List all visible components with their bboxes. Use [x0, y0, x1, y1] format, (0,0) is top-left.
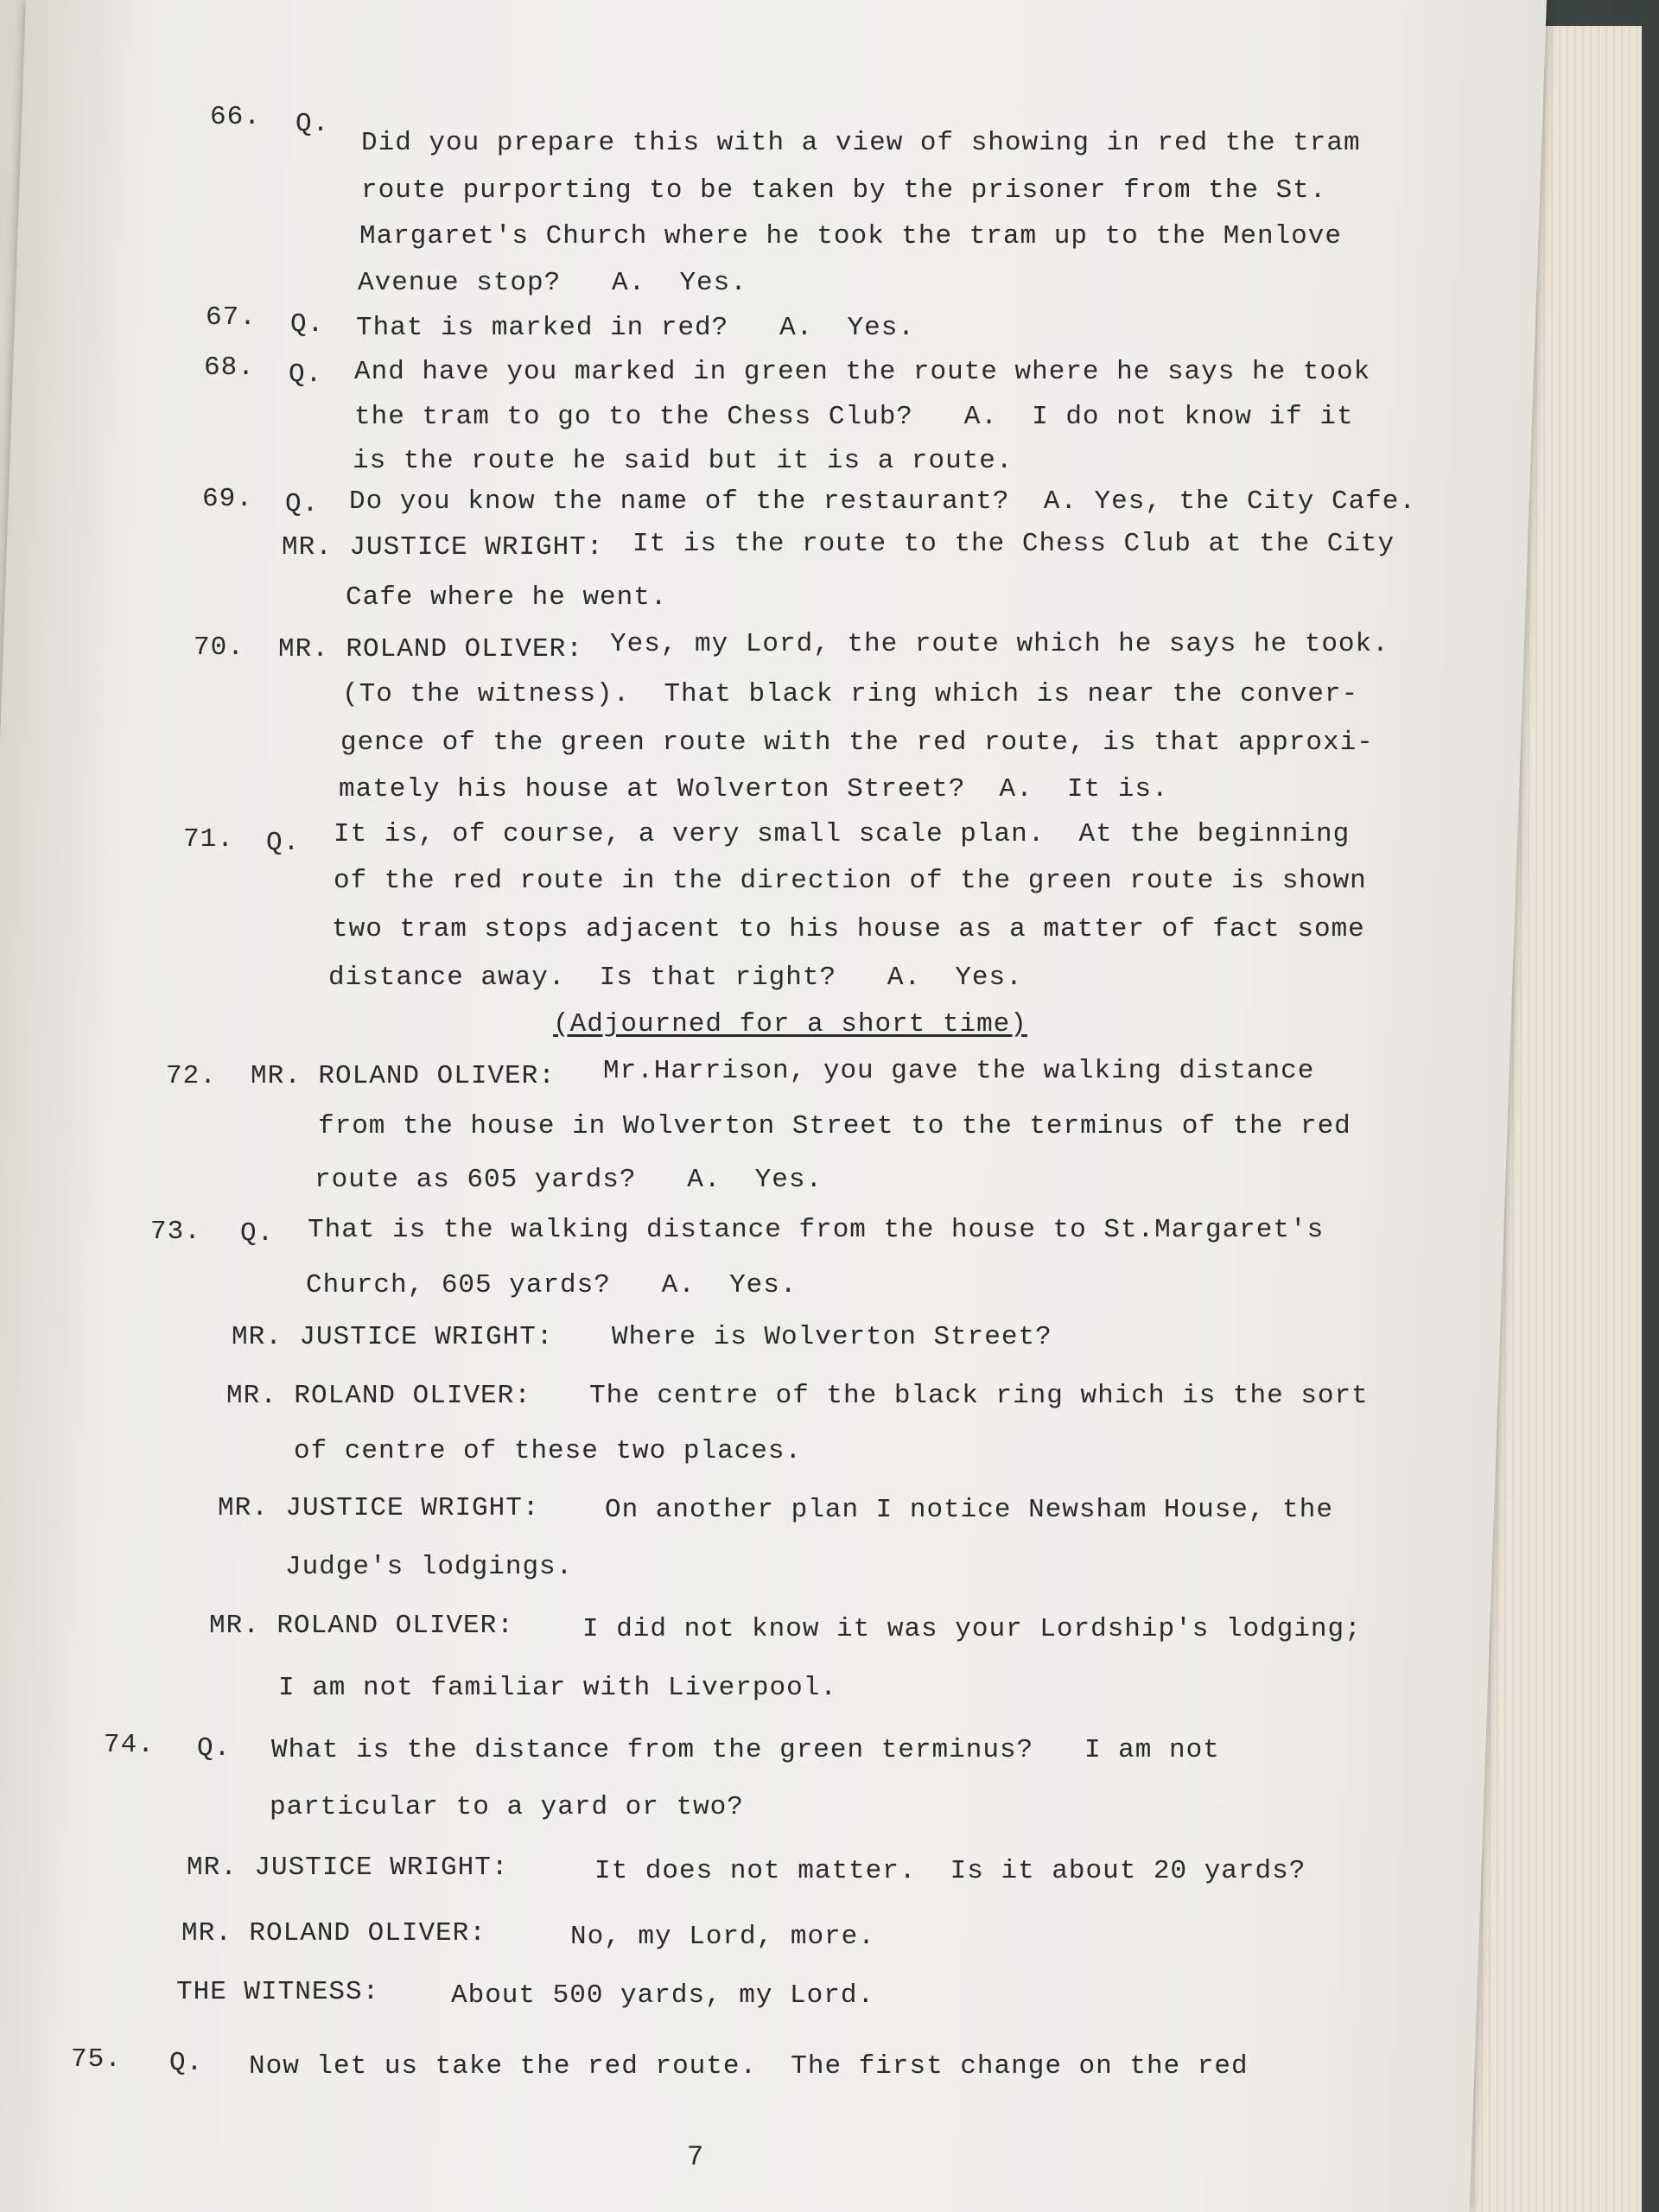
- entry-line: Judge's lodgings.: [285, 1552, 574, 1582]
- entry-number: 67.: [206, 302, 257, 333]
- entry-line: On another plan I notice Newsham House, the: [605, 1495, 1333, 1525]
- entry-line: Now let us take the red route. The first change on the red: [249, 2051, 1249, 2082]
- entry-line: Do you know the name of the restaurant? A. Yes, the City Cafe.: [349, 486, 1416, 517]
- entry-line: (To the witness). That black ring which is near the conver-: [342, 679, 1359, 709]
- page-number: 7: [687, 2141, 704, 2173]
- entry-speaker: Q.: [285, 489, 320, 519]
- entry-speaker: Q.: [296, 109, 330, 139]
- entry-line: of the red route in the direction of the green route is shown: [334, 866, 1367, 896]
- entry-speaker: MR. ROLAND OLIVER:: [209, 1611, 514, 1641]
- entry-line: Yes, my Lord, the route which he says he took.: [610, 629, 1389, 659]
- entry-speaker: Q.: [266, 828, 301, 858]
- entry-number: 73.: [150, 1217, 201, 1247]
- entry-line: particular to a yard or two?: [270, 1792, 744, 1822]
- entry-line: is the route he said but it is a route.: [353, 446, 1014, 476]
- entry-number: 70.: [194, 632, 245, 663]
- entry-number: 69.: [202, 484, 253, 514]
- entry-line: I am not familiar with Liverpool.: [278, 1673, 837, 1703]
- entry-line: two tram stops adjacent to his house as a matter of fact some: [332, 914, 1365, 944]
- entry-line: No, my Lord, more.: [570, 1922, 875, 1952]
- entry-speaker: Q.: [290, 309, 325, 340]
- entry-line: It is, of course, a very small scale plan. At the beginning: [334, 819, 1351, 849]
- entry-speaker: MR. JUSTICE WRIGHT:: [187, 1853, 509, 1883]
- entry-line: Where is Wolverton Street?: [612, 1322, 1052, 1352]
- entry-line: What is the distance from the green terminus? I am not: [271, 1735, 1220, 1765]
- entry-line: That is marked in red? A. Yes.: [356, 313, 915, 343]
- entry-line: Margaret's Church where he took the tram up to the Menlove: [359, 221, 1342, 251]
- entry-line: distance away. Is that right? A. Yes.: [328, 963, 1023, 993]
- entry-line: Did you prepare this with a view of showing in red the tram: [361, 128, 1361, 158]
- entry-line: Church, 605 yards? A. Yes.: [306, 1270, 798, 1300]
- entry-speaker: Q.: [169, 2048, 204, 2078]
- entry-number: 72.: [166, 1061, 217, 1091]
- entry-line: The centre of the black ring which is the sort: [589, 1381, 1369, 1411]
- entry-line: the tram to go to the Chess Club? A. I do not know if it: [354, 402, 1354, 432]
- entry-line: I did not know it was your Lordship's lodging;: [582, 1614, 1362, 1644]
- entry-speaker: THE WITNESS:: [176, 1977, 380, 2007]
- entry-speaker: MR. JUSTICE WRIGHT:: [218, 1493, 540, 1523]
- adjournment-note: (Adjourned for a short time): [553, 1009, 1027, 1039]
- entry-speaker: MR. JUSTICE WRIGHT:: [282, 532, 604, 563]
- entry-speaker: Q.: [289, 359, 323, 390]
- entry-number: 75.: [71, 2044, 122, 2075]
- entry-line: gence of the green route with the red route, is that approxi-: [340, 728, 1374, 758]
- entry-speaker: MR. ROLAND OLIVER:: [251, 1061, 556, 1091]
- entry-speaker: Q.: [240, 1218, 275, 1249]
- entry-line: route purporting to be taken by the prisoner from the St.: [361, 175, 1327, 206]
- entry-line: Mr.Harrison, you gave the walking distance: [603, 1056, 1315, 1086]
- entry-number: 74.: [104, 1730, 155, 1760]
- entry-number: 66.: [210, 102, 261, 132]
- entry-speaker: MR. ROLAND OLIVER:: [181, 1918, 486, 1948]
- entry-speaker: MR. ROLAND OLIVER:: [278, 634, 583, 664]
- entry-line: Cafe where he went.: [346, 582, 668, 613]
- entry-number: 71.: [183, 824, 234, 855]
- entry-line: route as 605 yards? A. Yes.: [315, 1165, 823, 1195]
- entry-line: mately his house at Wolverton Street? A. It is.: [339, 774, 1169, 804]
- entry-speaker: MR. ROLAND OLIVER:: [226, 1381, 531, 1411]
- entry-line: from the house in Wolverton Street to the terminus of the red: [318, 1111, 1351, 1141]
- entry-speaker: MR. JUSTICE WRIGHT:: [232, 1322, 554, 1352]
- entry-line: That is the walking distance from the house to St.Margaret's: [308, 1215, 1325, 1245]
- entry-number: 68.: [204, 353, 255, 383]
- entry-line: About 500 yards, my Lord.: [451, 1980, 875, 2011]
- entry-line: And have you marked in green the route where he says he took: [354, 357, 1371, 387]
- entry-line: Avenue stop? A. Yes.: [358, 268, 747, 298]
- entry-line: It is the route to the Chess Club at the City: [632, 529, 1395, 559]
- entry-line: It does not matter. Is it about 20 yards?: [594, 1856, 1306, 1886]
- entry-speaker: Q.: [197, 1733, 232, 1764]
- entry-line: of centre of these two places.: [294, 1436, 803, 1466]
